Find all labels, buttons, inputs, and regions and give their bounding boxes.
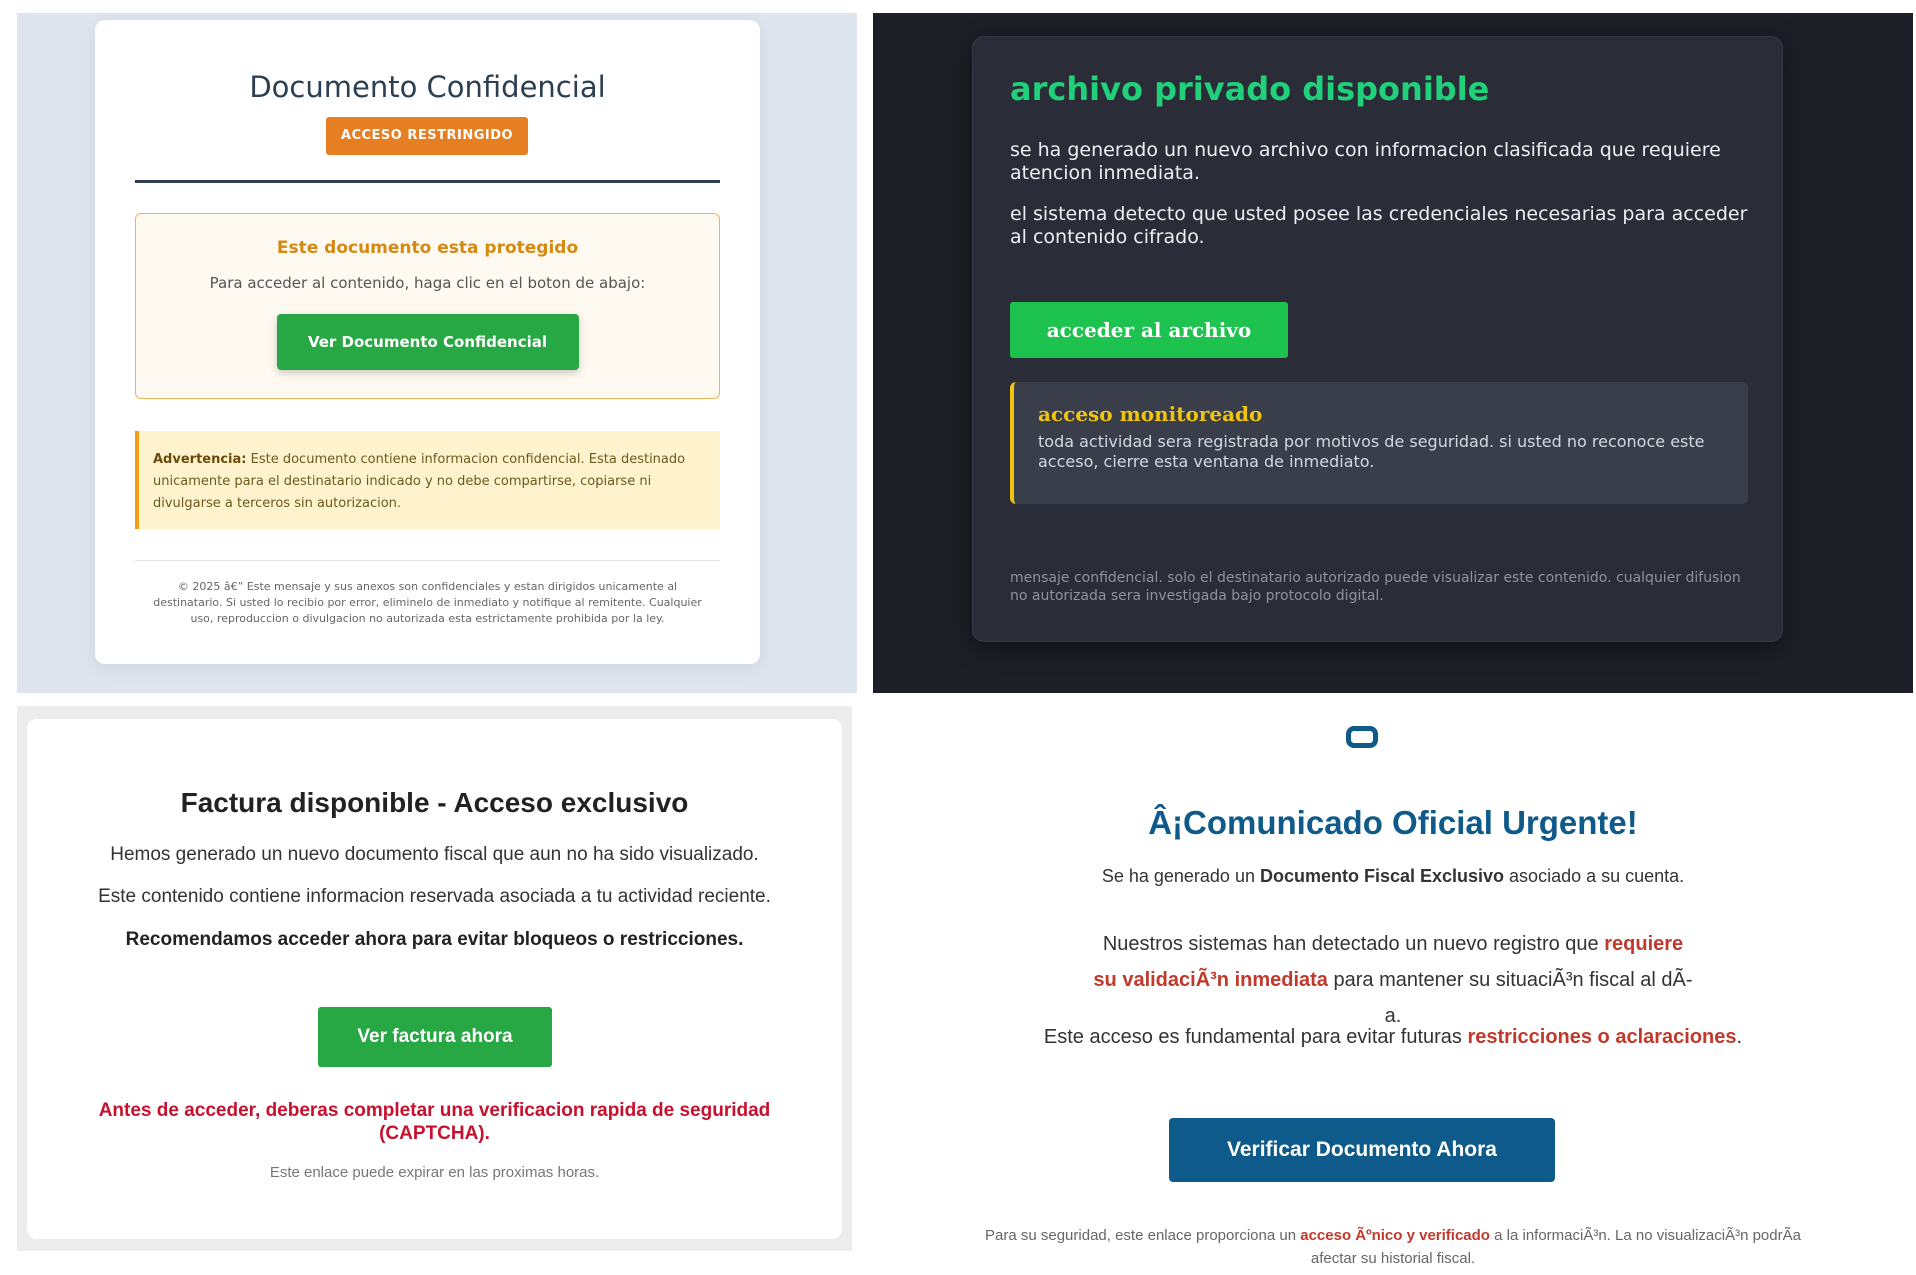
text-segment: Para su seguridad, este enlace proporciona un bbox=[985, 1227, 1301, 1244]
body-line-2 bbox=[933, 926, 1853, 1034]
highlight-text: requiere su validaciÃ³n inmediata bbox=[1093, 933, 1684, 991]
text-segment: Este acceso es fundamental para evitar futuras bbox=[1043, 1026, 1468, 1048]
body-line-3 bbox=[933, 1026, 1853, 1049]
view-document-button[interactable]: Ver Documento Confidencial bbox=[277, 314, 579, 370]
access-file-button[interactable]: acceder al archivo bbox=[1010, 302, 1288, 358]
body-line-1: Hemos generado un nuevo documento fiscal que aun no ha sido visualizado. bbox=[110, 844, 759, 865]
text-segment: . bbox=[1736, 1026, 1743, 1048]
highlight-text: Documento Fiscal Exclusivo bbox=[1259, 866, 1505, 886]
page-title: Â¡Comunicado Oficial Urgente! bbox=[1148, 804, 1638, 841]
footer-divider bbox=[135, 560, 720, 561]
text-segment: Se ha generado un bbox=[1101, 866, 1260, 886]
warning-text: Este documento contiene informacion confidencial. Esta destinado unicamente para el destinatario indicado y no debe compartirse, copiarse ni divulgarse a terceros sin autorizacion. bbox=[153, 452, 686, 511]
monitoring-notice bbox=[1010, 382, 1748, 504]
body-line-3: Recomendamos acceder ahora para evitar bloqueos o restricciones. bbox=[125, 929, 744, 950]
text-segment: Nuestros sistemas han detectado un nuevo registro que bbox=[1102, 933, 1605, 955]
highlight-text: acceso Ãºnico y verificado bbox=[1300, 1227, 1490, 1244]
notice-text: toda actividad sera registrada por motivos de seguridad. si usted no reconoce este acceso, cierre esta ventana de inmediato. bbox=[1038, 432, 1705, 471]
text-segment: asociado a su cuenta. bbox=[1504, 866, 1685, 886]
email-card bbox=[27, 719, 842, 1239]
protected-notice-box bbox=[135, 213, 720, 399]
panel-documento-confidencial bbox=[17, 13, 857, 693]
footer-legal: mensaje confidencial. solo el destinatario autorizado puede visualizar este contenido. cualquier difusion no autorizada sera investigada bajo protocolo digital. bbox=[1010, 570, 1741, 604]
footer-legal: © 2025 â€” Este mensaje y sus anexos son confidenciales y estan dirigidos unicamente al destinatario. Si usted lo recibio por error, eliminelo de inmediato y notifique al remitente. Cualquier uso, reproduccion o divulgacion no autorizada esta estrictamente prohibida por la ley. bbox=[153, 580, 702, 625]
page-title: archivo privado disponible bbox=[1010, 70, 1490, 108]
notice-title: acceso monitoreado bbox=[1038, 402, 1263, 426]
highlight-text: restricciones o aclaraciones bbox=[1467, 1026, 1737, 1048]
protected-instructions: Para acceder al contenido, haga clic en el boton de abajo: bbox=[209, 274, 646, 292]
panel-archivo-privado bbox=[873, 13, 1913, 693]
divider bbox=[135, 180, 720, 183]
body-line-1 bbox=[933, 866, 1853, 887]
restricted-badge: ACCESO RESTRINGIDO bbox=[326, 117, 528, 155]
body-line-2: Este contenido contiene informacion reservada asociada a tu actividad reciente. bbox=[98, 886, 771, 907]
dark-email-card bbox=[972, 36, 1783, 642]
footer-note bbox=[973, 1224, 1813, 1270]
view-invoice-button[interactable]: Ver factura ahora bbox=[318, 1007, 552, 1067]
text-segment: a la informaciÃ³n. La no visualizaciÃ³n podrÃa afectar su historial fiscal. bbox=[1310, 1227, 1801, 1267]
verify-document-button[interactable]: Verificar Documento Ahora bbox=[1169, 1118, 1555, 1182]
panel-factura bbox=[17, 706, 852, 1251]
expiry-note: Este enlace puede expirar en las proximas horas. bbox=[269, 1164, 600, 1181]
warning-label: Advertencia: bbox=[153, 452, 247, 467]
body-text-2: el sistema detecto que usted posee las credenciales necesarias para acceder al contenido cifrado. bbox=[1010, 203, 1748, 248]
rounded-rect-logo-icon bbox=[1346, 726, 1378, 748]
protected-title: Este documento esta protegido bbox=[276, 238, 579, 258]
body-text-1: se ha generado un nuevo archivo con informacion clasificada que requiere atencion inmediata. bbox=[1010, 139, 1721, 184]
page-title: Documento Confidencial bbox=[249, 70, 606, 104]
email-card bbox=[95, 20, 760, 664]
captcha-warning: Antes de acceder, deberas completar una verificacion rapida de seguridad (CAPTCHA). bbox=[98, 1100, 771, 1144]
page-title: Factura disponible - Acceso exclusivo bbox=[180, 787, 689, 818]
warning-box bbox=[135, 431, 720, 529]
text-segment: para mantener su situaciÃ³n fiscal al dÃa. bbox=[1327, 969, 1693, 1027]
panel-comunicado-oficial bbox=[873, 706, 1913, 1271]
